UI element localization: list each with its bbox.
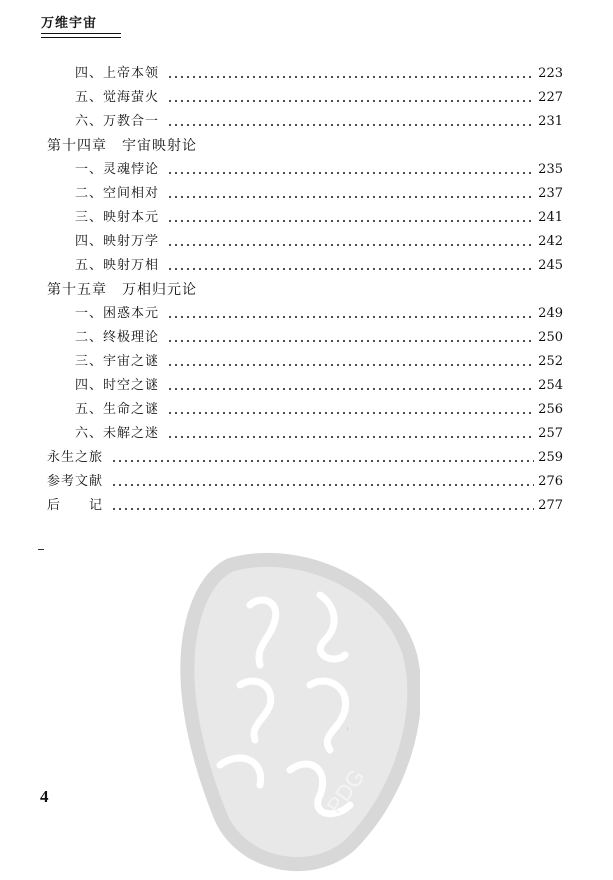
leader-dots <box>167 268 534 270</box>
toc-entry-page: 237 <box>538 186 563 201</box>
toc-entry-page: 277 <box>538 498 563 513</box>
toc-entry-page: 242 <box>538 234 563 249</box>
leader-dots <box>167 364 534 366</box>
chapter-heading[interactable]: 第十四章 宇宙映射论 <box>47 138 197 154</box>
leader-dots <box>167 316 534 318</box>
header-rule <box>41 33 121 34</box>
toc-entry[interactable] <box>75 231 563 253</box>
toc-entry-title: 二、终极理论 <box>75 330 160 345</box>
toc-entry-title: 永生之旅 <box>47 450 104 465</box>
toc-entry[interactable] <box>75 399 563 421</box>
toc-entry-title: 三、宇宙之谜 <box>75 354 160 369</box>
toc-entry-title: 二、空间相对 <box>75 186 160 201</box>
toc-entry[interactable] <box>75 111 563 133</box>
toc-entry-page: 231 <box>538 114 563 129</box>
leader-dots <box>167 172 534 174</box>
toc-entry-title: 五、生命之谜 <box>75 402 160 417</box>
toc-entry-page: 259 <box>538 450 563 465</box>
toc-entry-title: 一、灵魂悖论 <box>75 162 160 177</box>
running-header: 万维宇宙 <box>41 16 98 31</box>
toc-entry[interactable] <box>47 471 563 493</box>
toc-entry-page: 257 <box>538 426 563 441</box>
page-number: 4 <box>40 787 49 806</box>
toc-entry-page: 250 <box>538 330 563 345</box>
toc-entry[interactable] <box>75 63 563 85</box>
toc-entry[interactable] <box>75 207 563 229</box>
toc-entry-title: 六、万教合一 <box>75 114 160 129</box>
leader-dots <box>167 436 534 438</box>
toc-entry-page: 249 <box>538 306 563 321</box>
toc-entry-page: 256 <box>538 402 563 417</box>
header-rule-thin <box>41 37 121 38</box>
toc-entry-title: 四、上帝本领 <box>75 66 160 81</box>
watermark-seal <box>160 545 420 875</box>
toc-entry-title: 参考文献 <box>47 474 104 489</box>
toc-entry-page: 223 <box>538 66 563 81</box>
leader-dots <box>111 460 534 462</box>
leader-dots <box>167 244 534 246</box>
toc-entry[interactable] <box>75 303 563 325</box>
toc-entry[interactable] <box>75 351 563 373</box>
toc-entry-title: 五、映射万相 <box>75 258 160 273</box>
toc-entry[interactable] <box>75 423 563 445</box>
toc-entry[interactable] <box>47 495 563 517</box>
toc-entry-page: 245 <box>538 258 563 273</box>
leader-dots <box>167 76 534 78</box>
toc-entry-title: 一、困惑本元 <box>75 306 160 321</box>
toc-entry-title: 后 记 <box>47 498 104 513</box>
leader-dots <box>167 412 534 414</box>
leader-dots <box>167 220 534 222</box>
chapter-heading[interactable]: 第十五章 万相归元论 <box>47 282 197 298</box>
toc-entry-page: 254 <box>538 378 563 393</box>
toc-entry[interactable] <box>75 375 563 397</box>
leader-dots <box>111 508 534 510</box>
toc-entry-page: 241 <box>538 210 563 225</box>
leader-dots <box>167 340 534 342</box>
toc-entry-page: 276 <box>538 474 563 489</box>
toc-entry-title: 四、映射万学 <box>75 234 160 249</box>
toc-entry-page: 235 <box>538 162 563 177</box>
leader-dots <box>167 100 534 102</box>
toc-entry[interactable] <box>75 327 563 349</box>
toc-entry[interactable] <box>47 447 563 469</box>
leader-dots <box>167 196 534 198</box>
toc-entry-title: 四、时空之谜 <box>75 378 160 393</box>
leader-dots <box>111 484 534 486</box>
toc-entry-title: 三、映射本元 <box>75 210 160 225</box>
toc-entry[interactable] <box>75 87 563 109</box>
svg-text:PDG: PDG <box>321 764 370 818</box>
leader-dots <box>167 388 534 390</box>
toc-entry[interactable] <box>75 183 563 205</box>
toc-entry[interactable] <box>75 255 563 277</box>
toc-entry-title: 五、觉海萤火 <box>75 90 160 105</box>
toc-entry[interactable] <box>75 159 563 181</box>
leader-dots <box>167 124 534 126</box>
toc-entry-title: 六、未解之迷 <box>75 426 160 441</box>
toc-entry-page: 227 <box>538 90 563 105</box>
toc-entry-page: 252 <box>538 354 563 369</box>
scan-speck <box>38 549 44 550</box>
